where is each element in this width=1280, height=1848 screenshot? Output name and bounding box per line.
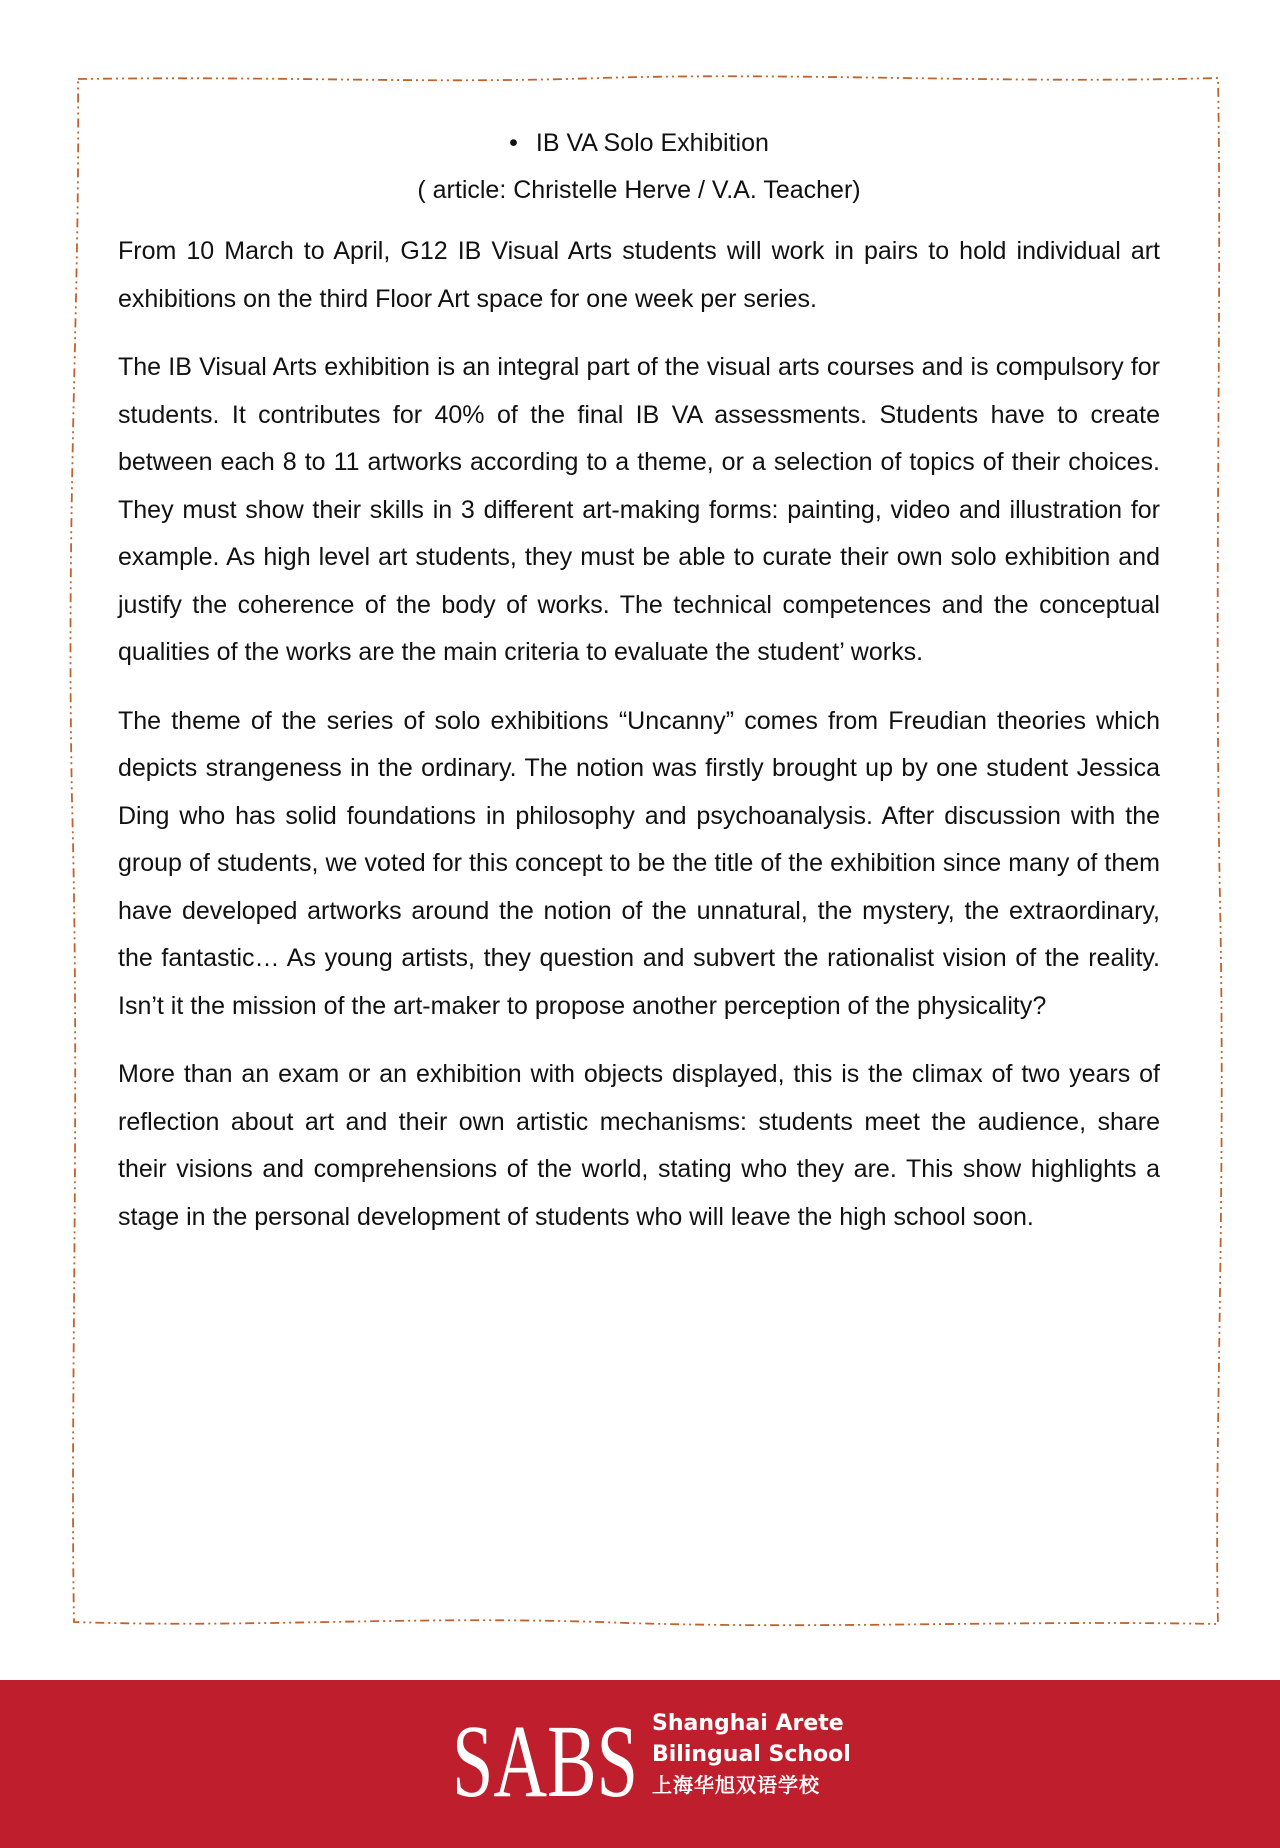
paragraph: From 10 March to April, G12 IB Visual Arts students will work in pairs to hold individual art exhibitions on the third Floor Art space for one week per series. xyxy=(118,237,1160,313)
article-byline: ( article: Christelle Herve / V.A. Teacher) xyxy=(417,176,861,204)
paragraph: The theme of the series of solo exhibitions “Uncanny” comes from Freudian theories which depicts strangeness in the ordinary. The notion was firstly brought up by one student Jessica Ding who has solid foundations in philosophy and psychoanalysis. After discussion with the group of students, we voted for this concept to be the title of the exhibition since many of them have developed artworks around the notion of the unnatural, the mystery, the extraordinary, the fantastic… As young artists, they question and subvert the rationalist vision of the reality. Isn’t it the mission of the art-maker to propose another perception of the physicality? xyxy=(118,706,1160,1020)
paragraph: More than an exam or an exhibition with objects displayed, this is the climax of two years of reflection about art and their own artistic mechanisms: students meet the audience, share their visions and comprehensions of the world, stating who they are. This show highlights a stage in the personal development of students who will leave the high school soon. xyxy=(118,1060,1160,1231)
school-name xyxy=(652,1708,851,1801)
article-body xyxy=(118,120,1160,1262)
school-name-line2: Bilingual School xyxy=(652,1742,851,1767)
bullet-icon: • xyxy=(509,129,518,157)
article-title xyxy=(118,120,1160,167)
school-logo xyxy=(452,1708,852,1818)
school-name-line1: Shanghai Arete xyxy=(652,1711,844,1736)
footer-banner xyxy=(0,1680,1280,1848)
article-title-text: IB VA Solo Exhibition xyxy=(535,129,769,157)
paragraph: The IB Visual Arts exhibition is an integral part of the visual arts courses and is compulsory for students. It contributes for 40% of the final IB VA assessments. Students have to create between each 8 to 11 artworks according to a theme, or a selection of topics of their choices. They must show their skills in 3 different art-making forms: painting, video and illustration for example. As high level art students, they must be able to curate their own solo exhibition and justify the coherence of the body of works. The technical competences and the conceptual qualities of the works are the main criteria to evaluate the student’ works. xyxy=(118,353,1160,666)
sabs-logo-icon xyxy=(452,1712,642,1808)
school-name-chinese: 上海华旭双语学校 xyxy=(652,1773,820,1797)
svg-text:SABS: SABS xyxy=(452,1712,638,1808)
